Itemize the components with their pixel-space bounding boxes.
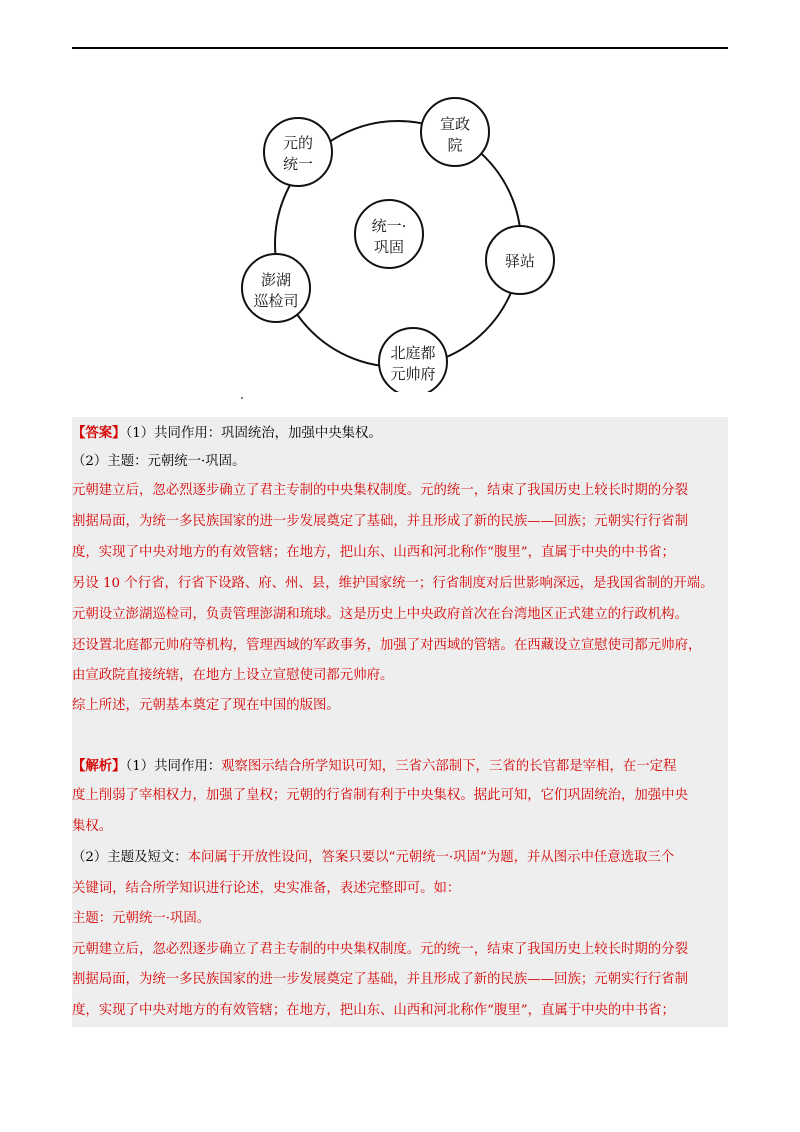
analysis-q2-line-1-text: 本问属于开放性设问，答案只要以“元朝统一·巩固”为题，并从图示中任意选取三个: [187, 850, 675, 865]
answer-q2: （2）主题：元朝统一·巩固。: [72, 454, 246, 469]
center-label-line2: 巩固: [373, 238, 405, 256]
analysis-q1-line-3: 集权。: [72, 819, 113, 834]
answer-line-8: 综上所述，元朝基本奠定了现在中国的版图。: [72, 698, 340, 713]
stray-dot: [241, 397, 243, 399]
analysis-line-2: 割据局面，为统一多民族国家的进一步发展奠定了基础，并且形成了新的民族——回族；元朝实行行省制: [72, 972, 688, 987]
node-xuanzheng-yuan-line2: 院: [447, 136, 463, 154]
node-penghu-line1: 澎湖: [260, 271, 292, 289]
analysis-q2-theme: 主题：元朝统一·巩固。: [72, 911, 211, 926]
analysis-q2-line-2: 关键词，结合所学知识进行论述，史实准备，表述完整即可。如：: [72, 881, 461, 896]
answer-q1: [72, 423, 732, 444]
yuan-unification-diagram: [230, 92, 570, 392]
answer-line-1: 元朝建立后，忽必烈逐步确立了君主专制的中央集权制度。元的统一，结束了我国历史上较长时期的分裂: [72, 483, 688, 498]
analysis-q1-line-1: [72, 756, 732, 777]
analysis-q2-prefix: （2）主题及短文：: [72, 850, 188, 865]
answer-line-2: 割据局面，为统一多民族国家的进一步发展奠定了基础，并且形成了新的民族——回族；元朝实行行省制: [72, 514, 688, 529]
answer-label: 【答案】: [72, 425, 126, 441]
answer-line-7: 由宣政院直接统辖，在地方上设立宣慰使司都元帅府。: [72, 668, 394, 683]
answer-background: [72, 417, 728, 1027]
analysis-line-1: 元朝建立后，忽必烈逐步确立了君主专制的中央集权制度。元的统一，结束了我国历史上较长时期的分裂: [72, 942, 688, 957]
answer-line-3: 度，实现了中央对地方的有效管辖；在地方，把山东、山西和河北称作“腹里”，直属于中央的中书省；: [72, 545, 675, 560]
node-yuan-unification-line2: 统一: [282, 155, 314, 173]
answer-line-4: 另设 10 个行省，行省下设路、府、州、县，维护国家统一；行省制度对后世影响深远，是我国省制的开端。: [72, 576, 714, 591]
diagram-svg: [230, 92, 570, 392]
node-beiting-line2: 元帅府: [390, 365, 436, 383]
answer-line-5: 元朝设立澎湖巡检司，负责管理澎湖和琉球。这是历史上中央政府首次在台湾地区正式建立的行政机构。: [72, 607, 688, 622]
analysis-q2-line-1: [72, 848, 732, 868]
node-yuan-unification-line1: 元的: [282, 134, 314, 152]
node-beiting-line1: 北庭都: [390, 344, 436, 362]
analysis-line-3: 度，实现了中央对地方的有效管辖；在地方，把山东、山西和河北称作“腹里”，直属于中央的中书省；: [72, 1003, 675, 1018]
answer-q1-text: （1）共同作用：巩固统治，加强中央集权。: [125, 426, 382, 441]
node-penghu-line2: 巡检司: [253, 292, 299, 310]
analysis-q1-line-1-text: 观察图示结合所学知识可知，三省六部制下，三省的长官都是宰相，在一定程: [221, 759, 677, 774]
analysis-q1-prefix: （1）共同作用：: [125, 759, 222, 774]
answer-line-6: 还设置北庭都元帅府等机构，管理西域的军政事务，加强了对西域的管辖。在西藏设立宣慰使司都元帅府，: [72, 638, 702, 653]
node-yuan-unification-circle: [264, 118, 332, 186]
node-xuanzheng-yuan-line1: 宣政: [439, 115, 471, 133]
analysis-q1-line-2: 度上削弱了宰相权力，加强了皇权；元朝的行省制有利于中央集权。据此可知，它们巩固统治，加强中央: [72, 788, 688, 803]
analysis-label: 【解析】: [72, 758, 126, 774]
center-label-line1: 统一·: [371, 217, 407, 235]
header-rule: [72, 47, 728, 49]
node-yizhan-line1: 驿站: [504, 252, 536, 270]
